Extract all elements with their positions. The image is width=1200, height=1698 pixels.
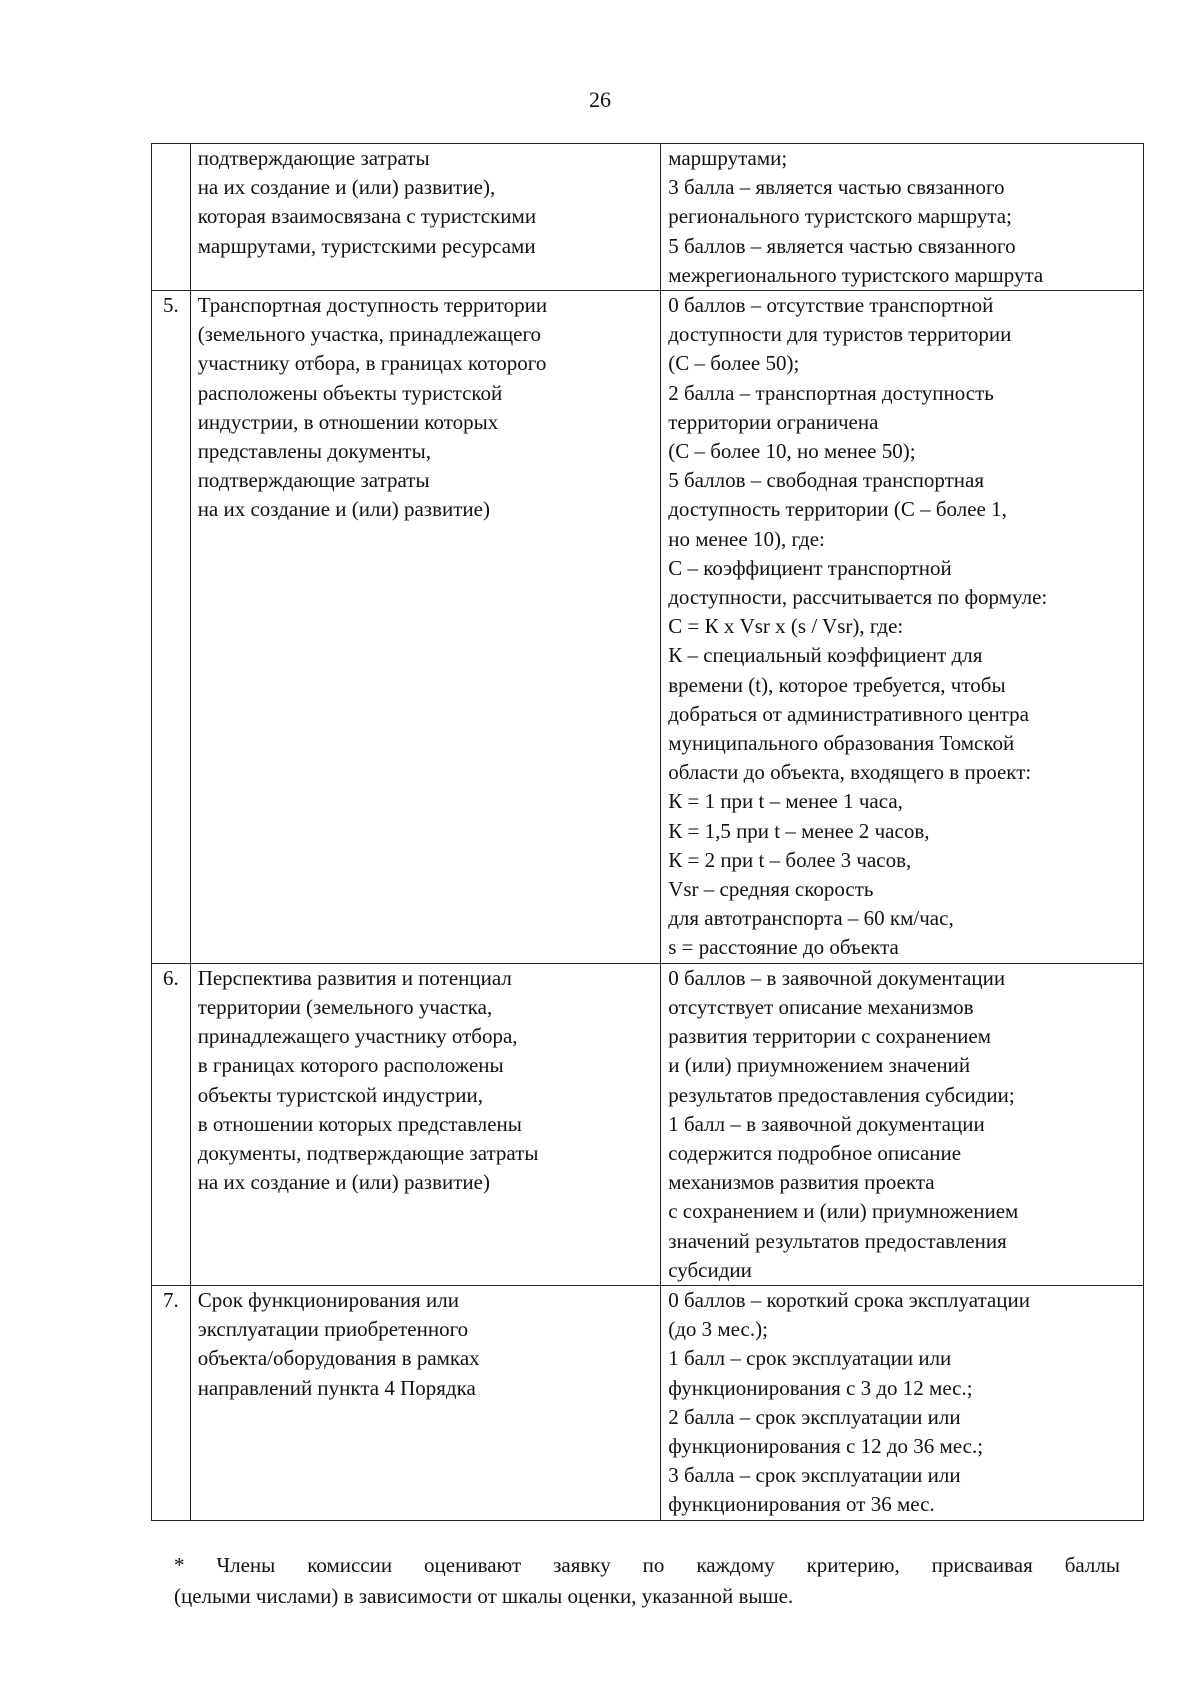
scale-cell bbox=[661, 1285, 1144, 1520]
criterion-line: в отношении которых представлены bbox=[197, 1111, 522, 1136]
scale-line: содержится подробное описание bbox=[668, 1140, 962, 1165]
scale-line: времени (t), которое требуется, чтобы bbox=[668, 672, 1006, 697]
criterion-line: подтверждающие затраты bbox=[197, 468, 430, 493]
scale-line: 0 баллов – в заявочной документации bbox=[668, 965, 1006, 990]
criterion-line: документы, подтверждающие затраты bbox=[197, 1140, 539, 1165]
scale-line: но менее 10), где: bbox=[668, 526, 825, 551]
scale-line: С = К х Vsr х (s / Vsr), где: bbox=[668, 614, 904, 639]
criteria-table bbox=[151, 143, 1144, 1521]
scale-line: 5 баллов – свободная транспортная bbox=[668, 468, 985, 493]
scale-line: К = 2 при t – более 3 часов, bbox=[668, 847, 912, 872]
scale-line: значений результатов предоставления bbox=[668, 1228, 1007, 1253]
criterion-line: эксплуатации приобретенного bbox=[197, 1317, 469, 1342]
scale-line: области до объекта, входящего в проект: bbox=[668, 760, 1032, 785]
criterion-cell bbox=[190, 144, 661, 291]
scale-line: и (или) приумножением значений bbox=[668, 1053, 971, 1078]
scale-line: 2 балла – транспортная доступность bbox=[668, 380, 994, 405]
criterion-cell bbox=[190, 291, 661, 964]
scale-line: доступность территории (С – более 1, bbox=[668, 497, 1007, 522]
scale-line: К – специальный коэффициент для bbox=[668, 643, 983, 668]
criterion-line: представлены документы, bbox=[197, 439, 431, 464]
criterion-line: территории (земельного участка, bbox=[197, 994, 493, 1019]
scale-line: 0 баллов – отсутствие транспортной bbox=[668, 293, 994, 318]
scale-line: 0 баллов – короткий срока эксплуатации bbox=[668, 1287, 1030, 1312]
scale-line: муниципального образования Томской bbox=[668, 731, 1015, 756]
criterion-line: Перспектива развития и потенциал bbox=[197, 965, 512, 990]
footnote bbox=[174, 1550, 1120, 1612]
footnote-line-2: (целыми числами) в зависимости от шкалы оценки, указанной выше. bbox=[174, 1584, 794, 1608]
scale-line: механизмов развития проекта bbox=[668, 1170, 935, 1195]
criterion-line: объекта/оборудования в рамках bbox=[197, 1346, 480, 1371]
scale-line: 3 балла – срок эксплуатации или bbox=[668, 1463, 961, 1488]
criterion-line: Транспортная доступность территории bbox=[197, 293, 548, 318]
criteria-table-body bbox=[152, 144, 1144, 1521]
criterion-line: на их создание и (или) развитие) bbox=[197, 1170, 490, 1195]
row-number: 6. bbox=[162, 965, 179, 990]
scale-line: регионального туристского маршрута; bbox=[668, 204, 1012, 229]
scale-line: 2 балла – срок эксплуатации или bbox=[668, 1404, 961, 1429]
row-number-cell bbox=[152, 144, 191, 291]
criterion-cell bbox=[190, 963, 661, 1285]
scale-line: К = 1 при t – менее 1 часа, bbox=[668, 789, 903, 814]
scale-line: маршрутами; bbox=[668, 146, 788, 170]
scale-line: межрегионального туристского маршрута bbox=[668, 262, 1044, 287]
scale-line: функционирования с 3 до 12 мес.; bbox=[668, 1375, 973, 1400]
row-number-cell bbox=[152, 291, 191, 964]
criterion-line: которая взаимосвязана с туристскими bbox=[197, 204, 537, 229]
scale-line: отсутствует описание механизмов bbox=[668, 994, 974, 1019]
scale-line: 1 балл – срок эксплуатации или bbox=[668, 1346, 952, 1371]
scale-line: для автотранспорта – 60 км/час, bbox=[668, 906, 954, 931]
criterion-line: расположены объекты туристской bbox=[197, 380, 503, 405]
scale-line: 1 балл – в заявочной документации bbox=[668, 1111, 985, 1136]
table-row bbox=[152, 291, 1144, 964]
scale-line: (С – более 50); bbox=[668, 351, 800, 376]
scale-line: добраться от административного центра bbox=[668, 701, 1030, 726]
scale-line: (до 3 мес.); bbox=[668, 1317, 768, 1342]
scale-line: функционирования с 12 до 36 мес.; bbox=[668, 1433, 984, 1458]
table-row bbox=[152, 144, 1144, 291]
table-row bbox=[152, 1285, 1144, 1520]
criterion-line: направлений пункта 4 Порядка bbox=[197, 1375, 476, 1400]
criterion-line: (земельного участка, принадлежащего bbox=[197, 322, 542, 347]
footnote-line-1: * Члены комиссии оценивают заявку по каждому критерию, присваивая баллы bbox=[174, 1553, 1120, 1577]
row-number: 7. bbox=[162, 1287, 179, 1312]
scale-line: субсидии bbox=[668, 1257, 752, 1282]
criterion-line: на их создание и (или) развитие), bbox=[197, 175, 496, 200]
criterion-line: на их создание и (или) развитие) bbox=[197, 497, 490, 522]
scale-line: развития территории с сохранением bbox=[668, 1024, 992, 1049]
scale-line: результатов предоставления субсидии; bbox=[668, 1082, 1015, 1107]
scale-line: функционирования от 36 мес. bbox=[668, 1492, 935, 1517]
criterion-line: маршрутами, туристскими ресурсами bbox=[197, 233, 536, 258]
scale-line: s = расстояние до объекта bbox=[668, 935, 899, 960]
scale-line: 3 балла – является частью связанного bbox=[668, 175, 1005, 200]
scale-line: территории ограничена bbox=[668, 409, 879, 434]
scale-cell bbox=[661, 144, 1144, 291]
scale-line: К = 1,5 при t – менее 2 часов, bbox=[668, 818, 930, 843]
criterion-line: принадлежащего участнику отбора, bbox=[197, 1024, 518, 1049]
criterion-line: подтверждающие затраты bbox=[197, 146, 430, 170]
scale-line: доступности для туристов территории bbox=[668, 322, 1012, 347]
scale-cell bbox=[661, 963, 1144, 1285]
scale-line: доступности, рассчитывается по формуле: bbox=[668, 585, 1048, 610]
criterion-line: индустрии, в отношении которых bbox=[197, 409, 499, 434]
criterion-line: в границах которого расположены bbox=[197, 1053, 504, 1078]
page-number: 26 bbox=[589, 87, 611, 112]
row-number-cell bbox=[152, 963, 191, 1285]
scale-line: 5 баллов – является частью связанного bbox=[668, 233, 1016, 258]
scale-line: С – коэффициент транспортной bbox=[668, 555, 952, 580]
row-number: 5. bbox=[162, 293, 179, 318]
criterion-line: участнику отбора, в границах которого bbox=[197, 351, 547, 376]
scale-line: (С – более 10, но менее 50); bbox=[668, 439, 916, 464]
scale-line: Vsr – средняя скорость bbox=[668, 877, 874, 902]
scale-line: с сохранением и (или) приумножением bbox=[668, 1199, 1019, 1224]
criterion-cell bbox=[190, 1285, 661, 1520]
table-row bbox=[152, 963, 1144, 1285]
row-number-cell bbox=[152, 1285, 191, 1520]
criterion-line: объекты туристской индустрии, bbox=[197, 1082, 483, 1107]
criterion-line: Срок функционирования или bbox=[197, 1287, 459, 1312]
scale-cell bbox=[661, 291, 1144, 964]
